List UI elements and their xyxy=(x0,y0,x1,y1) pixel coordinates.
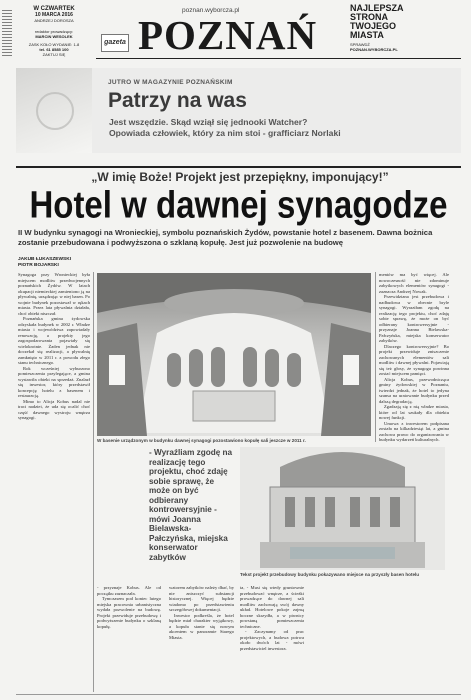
col5-para-6: Umowa z inwestorem podpisana została na kilkadziesiąt lat, a gmina zachowa prawo do organizowania w budynku wydarzeń kulturalnych. xyxy=(379,420,449,442)
promo-line3: TWOJEGO xyxy=(350,21,397,31)
col2-para-2: Tymczasem pod koniec lutego miejska pracownia urbanistyczna wydała pozwolenie na budowę. Projekt przewiduje przebudowę i podwyższenie budynku o szklaną kopułę. xyxy=(97,596,161,629)
promo-line2: STRONA xyxy=(350,12,388,22)
promo-sub: SPRAWDŹ xyxy=(350,42,370,47)
photo-caption-1: W basenie urządzonym w budynku dawnej synagogi pozostawiono kopułę sali jeszcze w 2011 r. xyxy=(97,438,306,443)
date-line2: 10 MARCA 2016 xyxy=(35,12,73,18)
date-line1: W CZWARTEK xyxy=(33,6,75,12)
teaser-headline: Patrzy na was xyxy=(108,89,247,112)
col1-para-3: Rok wcześniej wyburzono pomieszczenia przylegające, a gmina wystawiła obiekt na sprzedaż. Znalazł się inwestor, który przedstawił koncepcję hotelu z basenem i restauracją. xyxy=(18,365,90,398)
day-names: ANDRZEJ DOROSZA xyxy=(34,18,74,23)
masthead-url[interactable]: poznan.wyborcza.pl xyxy=(182,7,240,14)
article-lead: II W budynku synagogi na Wronieckiej, symbolu poznańskich Żydów, powstanie hotel z basenem. Dawna bożnica zostanie przebudowana i podwyższona o szklaną kopułę. Jest już pozwolenie na budowę xyxy=(18,228,433,247)
article-column-3 xyxy=(169,585,234,695)
col5-para-3: Dlaczego kontrowersyjnie? Bo projekt przewiduje zniszczenie zachowanych elementów sali modlitw i dawnej pływalni. Pojawiają się też głosy, że synagoga powinna zostać miejscem pamięci. xyxy=(379,343,449,376)
promo-url: POZNAN.WYBORCZA.PL xyxy=(350,47,398,52)
edition-info-block xyxy=(16,42,92,57)
col2-para-1: - przyznaje Kobus. Ale od początku zaznaczała. xyxy=(97,585,161,596)
article-column-1 xyxy=(18,272,90,692)
col5-para-1: mentów ma być więcej. Ale nowoczesność nie zdominuje zabytkowych elementów synagogi - zaznacza Andrzej Nowak. xyxy=(379,272,449,294)
editor-label: redaktor prowadzący: xyxy=(34,29,74,34)
author-2: PIOTR BOJARSKI xyxy=(18,263,59,268)
promo-box[interactable] xyxy=(350,4,460,56)
synagogue-interior-photo xyxy=(97,273,371,436)
column-divider-1 xyxy=(93,272,94,692)
teaser-kicker: JUTRO W MAGAZYNIE POZNAŃSKIM xyxy=(108,79,233,86)
pull-quote: - Wyraźliam zgodę na realizację tego projektu, choć zdaję sobie sprawę, że może on być odbierany kontrowersyjnie - mówi Joanna Bielawska-Pałczyńska, miejska konserwator zabytków xyxy=(149,448,233,562)
masthead-divider xyxy=(96,58,461,59)
author-1: JAKUB ŁUKASZEWSKI xyxy=(18,257,72,262)
teaser-subhead-1: Jest wszędzie. Skąd wziął się jednooki Watcher? xyxy=(109,117,308,127)
article-top-rule xyxy=(16,166,461,168)
teaser-subhead-2: Opowiada człowiek, który za nim stoi - grafficiarz Norlaki xyxy=(109,128,341,138)
col5-para-4: Alicja Kobus, przewodnicząca gminy żydowskiej w Poznaniu, twierdzi jednak, że hotel to jedyna szansa na uratowanie budynku przed dalszą degradacją. xyxy=(379,376,449,404)
edition-info: ZASK KOŁO WYDANIE: 1-8 xyxy=(28,42,80,47)
teaser-eye-icon xyxy=(36,92,74,130)
page-bottom-rule xyxy=(16,694,461,695)
col4-para-1: ta, - Musi się wtedy gruntownie przebudować wnętrze, a ścieżki prowadzące do dawnej sali modlitw zachowają swój dawny układ. Hotelowe pokoje zajmą boczne skrzydła, a w piwnicy powstaną pomieszczenia techniczne. xyxy=(240,585,304,629)
article-column-4 xyxy=(240,585,304,695)
col5-para-2: Przewidziana jest przebudowa i nadbudowa w obecnie bryle synagogi. Wyraziłam zgodę na realizację tego projektu, choć zdaję sobie sprawę, że może on być odbierany kontrowersyjnie - przyznaje Joanna Bielawska-Pałczyńska, miejska konserwator zabytków. xyxy=(379,294,449,343)
contact-info: ZAKTUJ SIĘ xyxy=(42,52,66,57)
promo-line1: NAJLEPSZA xyxy=(350,3,404,13)
article-headline: Hotel w dawnej synagodze xyxy=(29,183,448,226)
col3-para-2: Inwestor podkreśla, że hotel będzie miał charakter wyjątkowy, a kopuła stanie się nowym akcentem w panoramie Starego Miasta. xyxy=(169,612,234,640)
editor-name: MARCIN WESOLEK xyxy=(35,34,73,39)
column-divider-5 xyxy=(375,272,376,442)
date-info xyxy=(16,6,92,39)
col3-para-1: watorem zabytków należy dbać, by nie zniszczyć substancji historycznej. Więcej będzie wiadomo po przedstawieniu szczegółowej dokumentacji. xyxy=(169,585,234,612)
col1-para-2: Poznańska gmina żydowska odzyskała budynek w 2002 r. Władze miasta i województwa zapowiadały renowację, a projekty jego zagospodarowania pojawiały się wielokrotnie. Żaden jednak nie doczekał się realizacji, a pływalnię zamknięto w 2011 r. z powodu złego stanu technicznego. xyxy=(18,316,90,365)
phone-info: tel. 61 8585 100 xyxy=(39,47,69,52)
synagogue-interior-icon xyxy=(97,273,371,436)
masthead-title: POZNAŃ xyxy=(138,12,318,58)
gazeta-logo: gazeta xyxy=(101,34,129,52)
photo-caption-2: Tekst projekt przebudowy budynku pokazywano miejsce na przyszły basen hotelu xyxy=(240,572,420,577)
masthead xyxy=(0,0,471,62)
teaser-image xyxy=(16,68,92,153)
col1-para-4: Mimo to Alicja Kobus nadal nie traci nadziei, że uda się ocalić choć część dawnego wystroju wnętrza synagogi. xyxy=(18,398,90,420)
teaser-box[interactable] xyxy=(16,68,461,153)
side-barcode-icon xyxy=(2,8,12,56)
col4-para-2: - Zaczynamy od prac projektowych, a budowa potrwa około dwóch lat - mówi przedstawiciel inwestora. xyxy=(240,629,304,651)
col1-para-1: Synagoga przy Wronieckiej była miejscem modlitw przedwojennych poznańskich Żydów. W latach okupacji niemieckiej zamieniono ją na pływalnię, urządzając w niej basen. Po wojnie budynek pozostawał w rękach miasta. Przez lata pływalnia działała, choć obiekt niszczał. xyxy=(18,272,90,316)
quote-headline: „W imię Boże! Projekt jest przepiękny, imponujący!” xyxy=(91,170,389,184)
col5-para-5: Zgadzają się z nią władze miasta, które od lat szukały dla obiektu nowej funkcji. xyxy=(379,404,449,420)
article-column-2 xyxy=(97,585,161,695)
promo-line4: MIASTA xyxy=(350,30,384,40)
article-column-5 xyxy=(379,272,449,692)
